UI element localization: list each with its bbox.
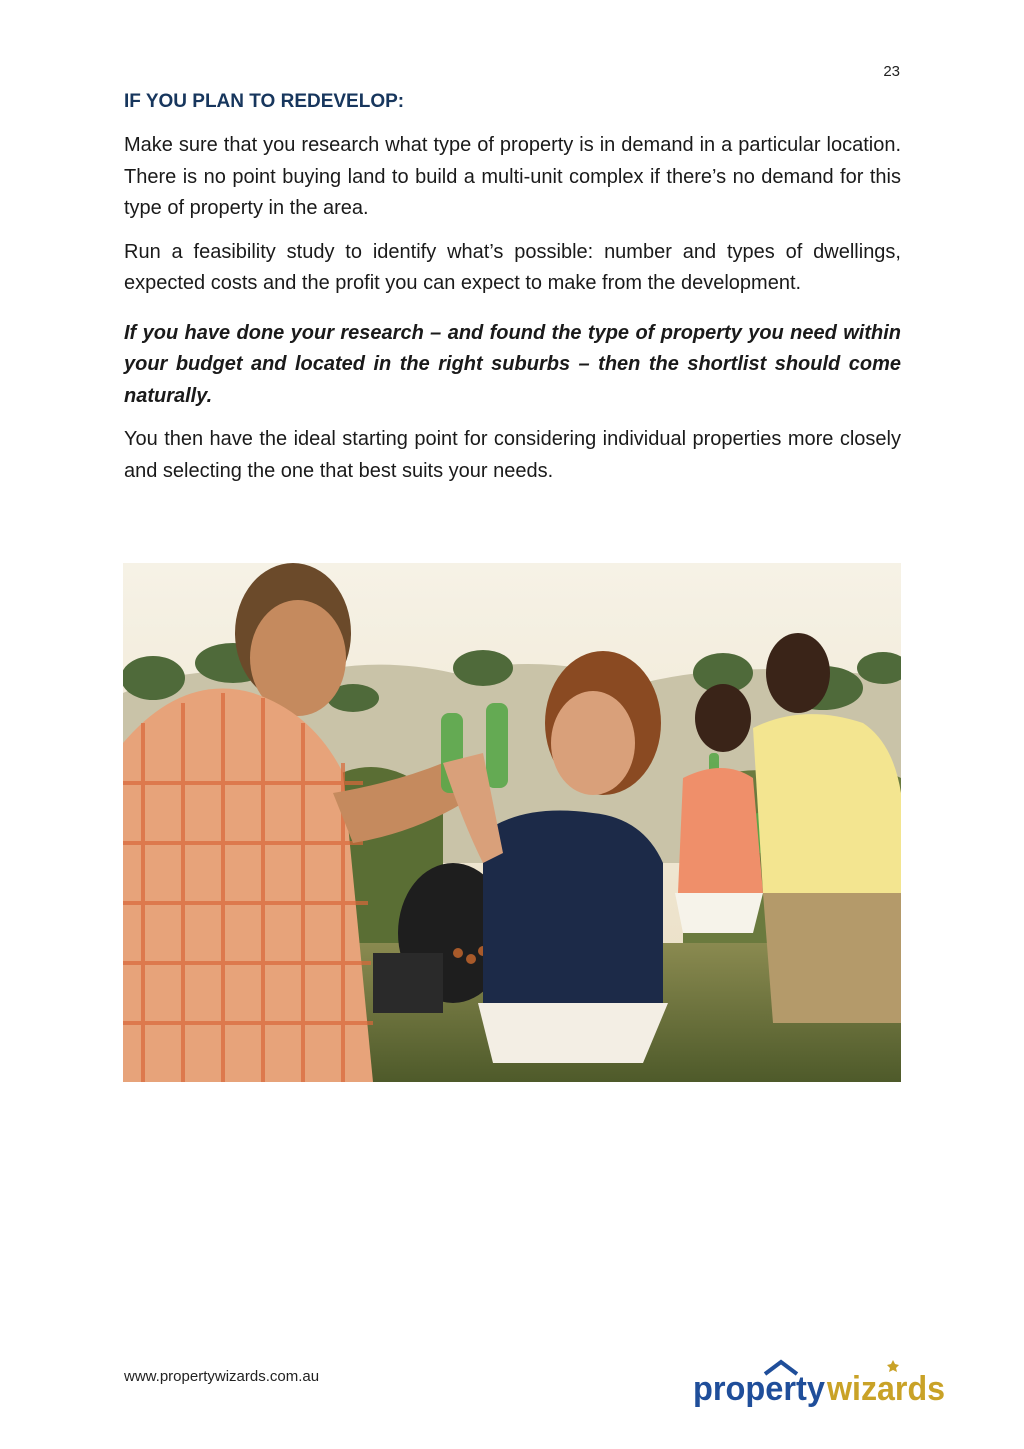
paragraph-feasibility: Run a feasibility study to identify what’s possible: number and types of dwellings, expected costs and the profit you can expect to make from the development. bbox=[124, 240, 901, 294]
paragraph-closing: You then have the ideal starting point for considering individual properties more closely and selecting the one that best suits your needs. bbox=[124, 428, 901, 482]
paragraph-emphasis: If you have done your research – and found the type of property you need within your budget and located in the right suburbs – then the shortlist should come naturally. bbox=[124, 321, 901, 407]
svg-text:property: property bbox=[693, 1370, 826, 1408]
paragraph-research: Make sure that you research what type of property is in demand in a particular location. There is no point buying land to build a multi-unit complex if there’s no demand for this type of property in the area. bbox=[124, 134, 901, 219]
section-heading: IF YOU PLAN TO REDEVELOP: bbox=[124, 91, 405, 112]
footer-url[interactable]: www.propertywizards.com.au bbox=[124, 1368, 320, 1385]
party-photo bbox=[123, 563, 901, 1082]
propertywizards-logo bbox=[693, 1358, 945, 1414]
svg-text:wizards: wizards bbox=[826, 1370, 945, 1408]
page-number: 23 bbox=[883, 63, 900, 80]
main-content bbox=[124, 88, 901, 499]
